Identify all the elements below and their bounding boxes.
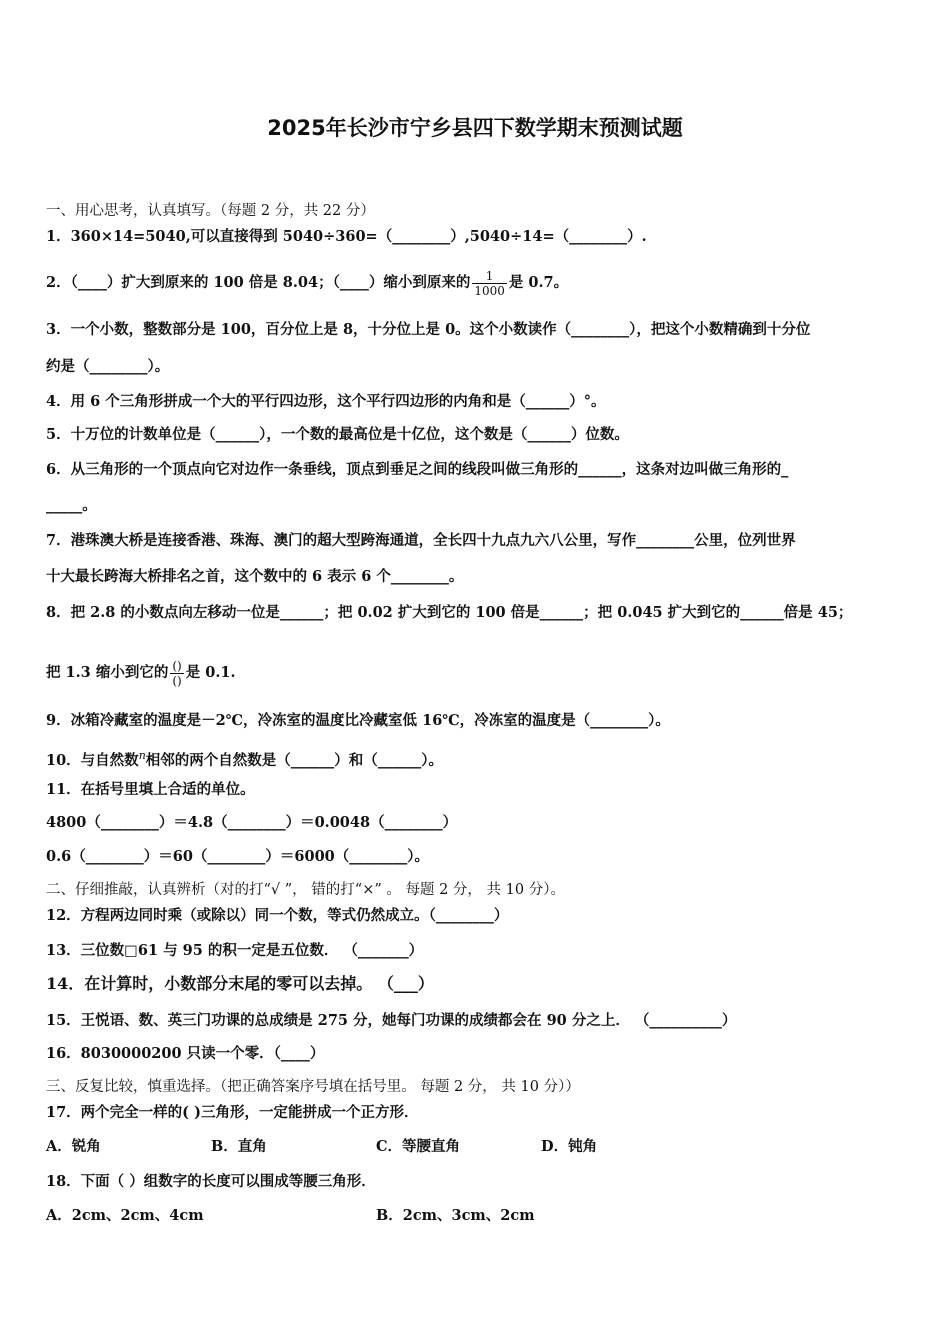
fraction-numerator: ()	[172, 658, 182, 673]
variable-n: n	[138, 749, 146, 762]
question-1: 1．360×14=5040,可以直接得到 5040÷360=（________）,5040÷14=（________）.	[46, 228, 647, 245]
question-9: 9．冰箱冷藏室的温度是－2℃，冷冻室的温度比冷藏室低 16℃，冷冻室的温度是（________）。	[46, 712, 670, 729]
question-8-line-1: 8．把 2.8 的小数点向左移动一位是______；把 0.02 扩大到它的 100 倍是______；把 0.045 扩大到它的______倍是 45；	[46, 604, 853, 621]
fraction-blank	[170, 659, 183, 688]
question-8-line-2	[46, 645, 236, 701]
question-2-text-b: 是 0.7。	[508, 274, 569, 291]
question-7-line-2: 十大最长跨海大桥排名之首，这个数中的 6 表示 6 个________。	[46, 568, 464, 585]
question-7-line-1: 7．港珠澳大桥是连接香港、珠海、澳门的超大型跨海通道，全长四十九点九六八公里，写作________公里，位列世界	[46, 532, 796, 549]
question-2	[46, 263, 568, 303]
question-10	[46, 746, 443, 771]
question-10-text-b: 相邻的两个自然数是（______）和（______）。	[145, 752, 444, 769]
question-12: 12．方程两边同时乘（或除以）同一个数，等式仍然成立。（________）	[46, 907, 509, 924]
question-11-row-2: 0.6（________）＝60（________）＝6000（________）。	[46, 848, 430, 865]
option-a: A．锐角	[46, 1138, 101, 1155]
question-4: 4．用 6 个三角形拼成一个大的平行四边形，这个平行四边形的内角和是（______）°。	[46, 393, 606, 410]
question-18-options	[46, 1206, 535, 1226]
page-title: 2025年长沙市宁乡县四下数学期末预测试题	[267, 116, 683, 140]
question-3-line-1: 3．一个小数，整数部分是 100，百分位上是 8，十分位上是 0。这个小数读作（________），把这个小数精确到十分位	[46, 321, 811, 338]
question-15: 15．王悦语、数、英三门功课的总成绩是 275 分，她每门功课的成绩都会在 90 分之上． （__________）	[46, 1012, 737, 1029]
question-8-text-a: 把 1.3 缩小到它的	[46, 664, 169, 681]
fraction-denominator: 1000	[474, 283, 505, 298]
question-2-text-a: 2．（____）扩大到原来的 100 倍是 8.04；（____）缩小到原来的	[46, 274, 471, 291]
question-11: 11．在括号里填上合适的单位。	[46, 781, 255, 798]
question-10-text-a: 10．与自然数	[46, 752, 139, 769]
question-5: 5．十万位的计数单位是（______），一个数的最高位是十亿位，这个数是（______）位数。	[46, 426, 629, 443]
option-b: B．直角	[211, 1138, 267, 1155]
question-11-row-1: 4800（________）＝4.8（________）＝0.0048（________）	[46, 814, 458, 831]
option-c: C．等腰直角	[376, 1138, 461, 1155]
section-3-heading: 三、反复比较，慎重选择。（把正确答案序号填在括号里。 每题 2 分， 共 10 分））	[46, 1079, 580, 1095]
question-14: 14．在计算时，小数部分末尾的零可以去掉。 （___）	[46, 974, 434, 993]
section-2-heading: 二、仔细推敲，认真辨析（对的打“√ ”， 错的打“×” 。 每题 2 分， 共 10 分）。	[46, 882, 565, 898]
option-b: B．2cm、3cm、2cm	[376, 1207, 535, 1224]
question-17-options	[46, 1137, 597, 1157]
question-18: 18．下面（ ）组数字的长度可以围成等腰三角形．	[46, 1173, 376, 1190]
fraction-denominator: ()	[172, 673, 182, 688]
question-13: 13．三位数□61 与 95 的积一定是五位数． （_______）	[46, 942, 424, 959]
option-a: A．2cm、2cm、4cm	[46, 1207, 204, 1224]
fraction-1-over-1000	[472, 269, 507, 298]
fraction-numerator: 1	[485, 268, 494, 283]
section-1-heading: 一、用心思考，认真填写。（每题 2 分，共 22 分）	[46, 203, 375, 219]
question-3-line-2: 约是（________）。	[46, 358, 170, 375]
question-8-text-b: 是 0.1.	[185, 664, 236, 681]
question-16: 16．8030000200 只读一个零．（____）	[46, 1045, 325, 1062]
question-6-line-2: _____。	[46, 497, 97, 514]
question-17: 17．两个完全一样的( )三角形，一定能拼成一个正方形．	[46, 1104, 419, 1121]
option-d: D．钝角	[541, 1138, 598, 1155]
question-6-line-1: 6．从三角形的一个顶点向它对边作一条垂线，顶点到垂足之间的线段叫做三角形的______，这条对边叫做三角形的_	[46, 461, 789, 478]
